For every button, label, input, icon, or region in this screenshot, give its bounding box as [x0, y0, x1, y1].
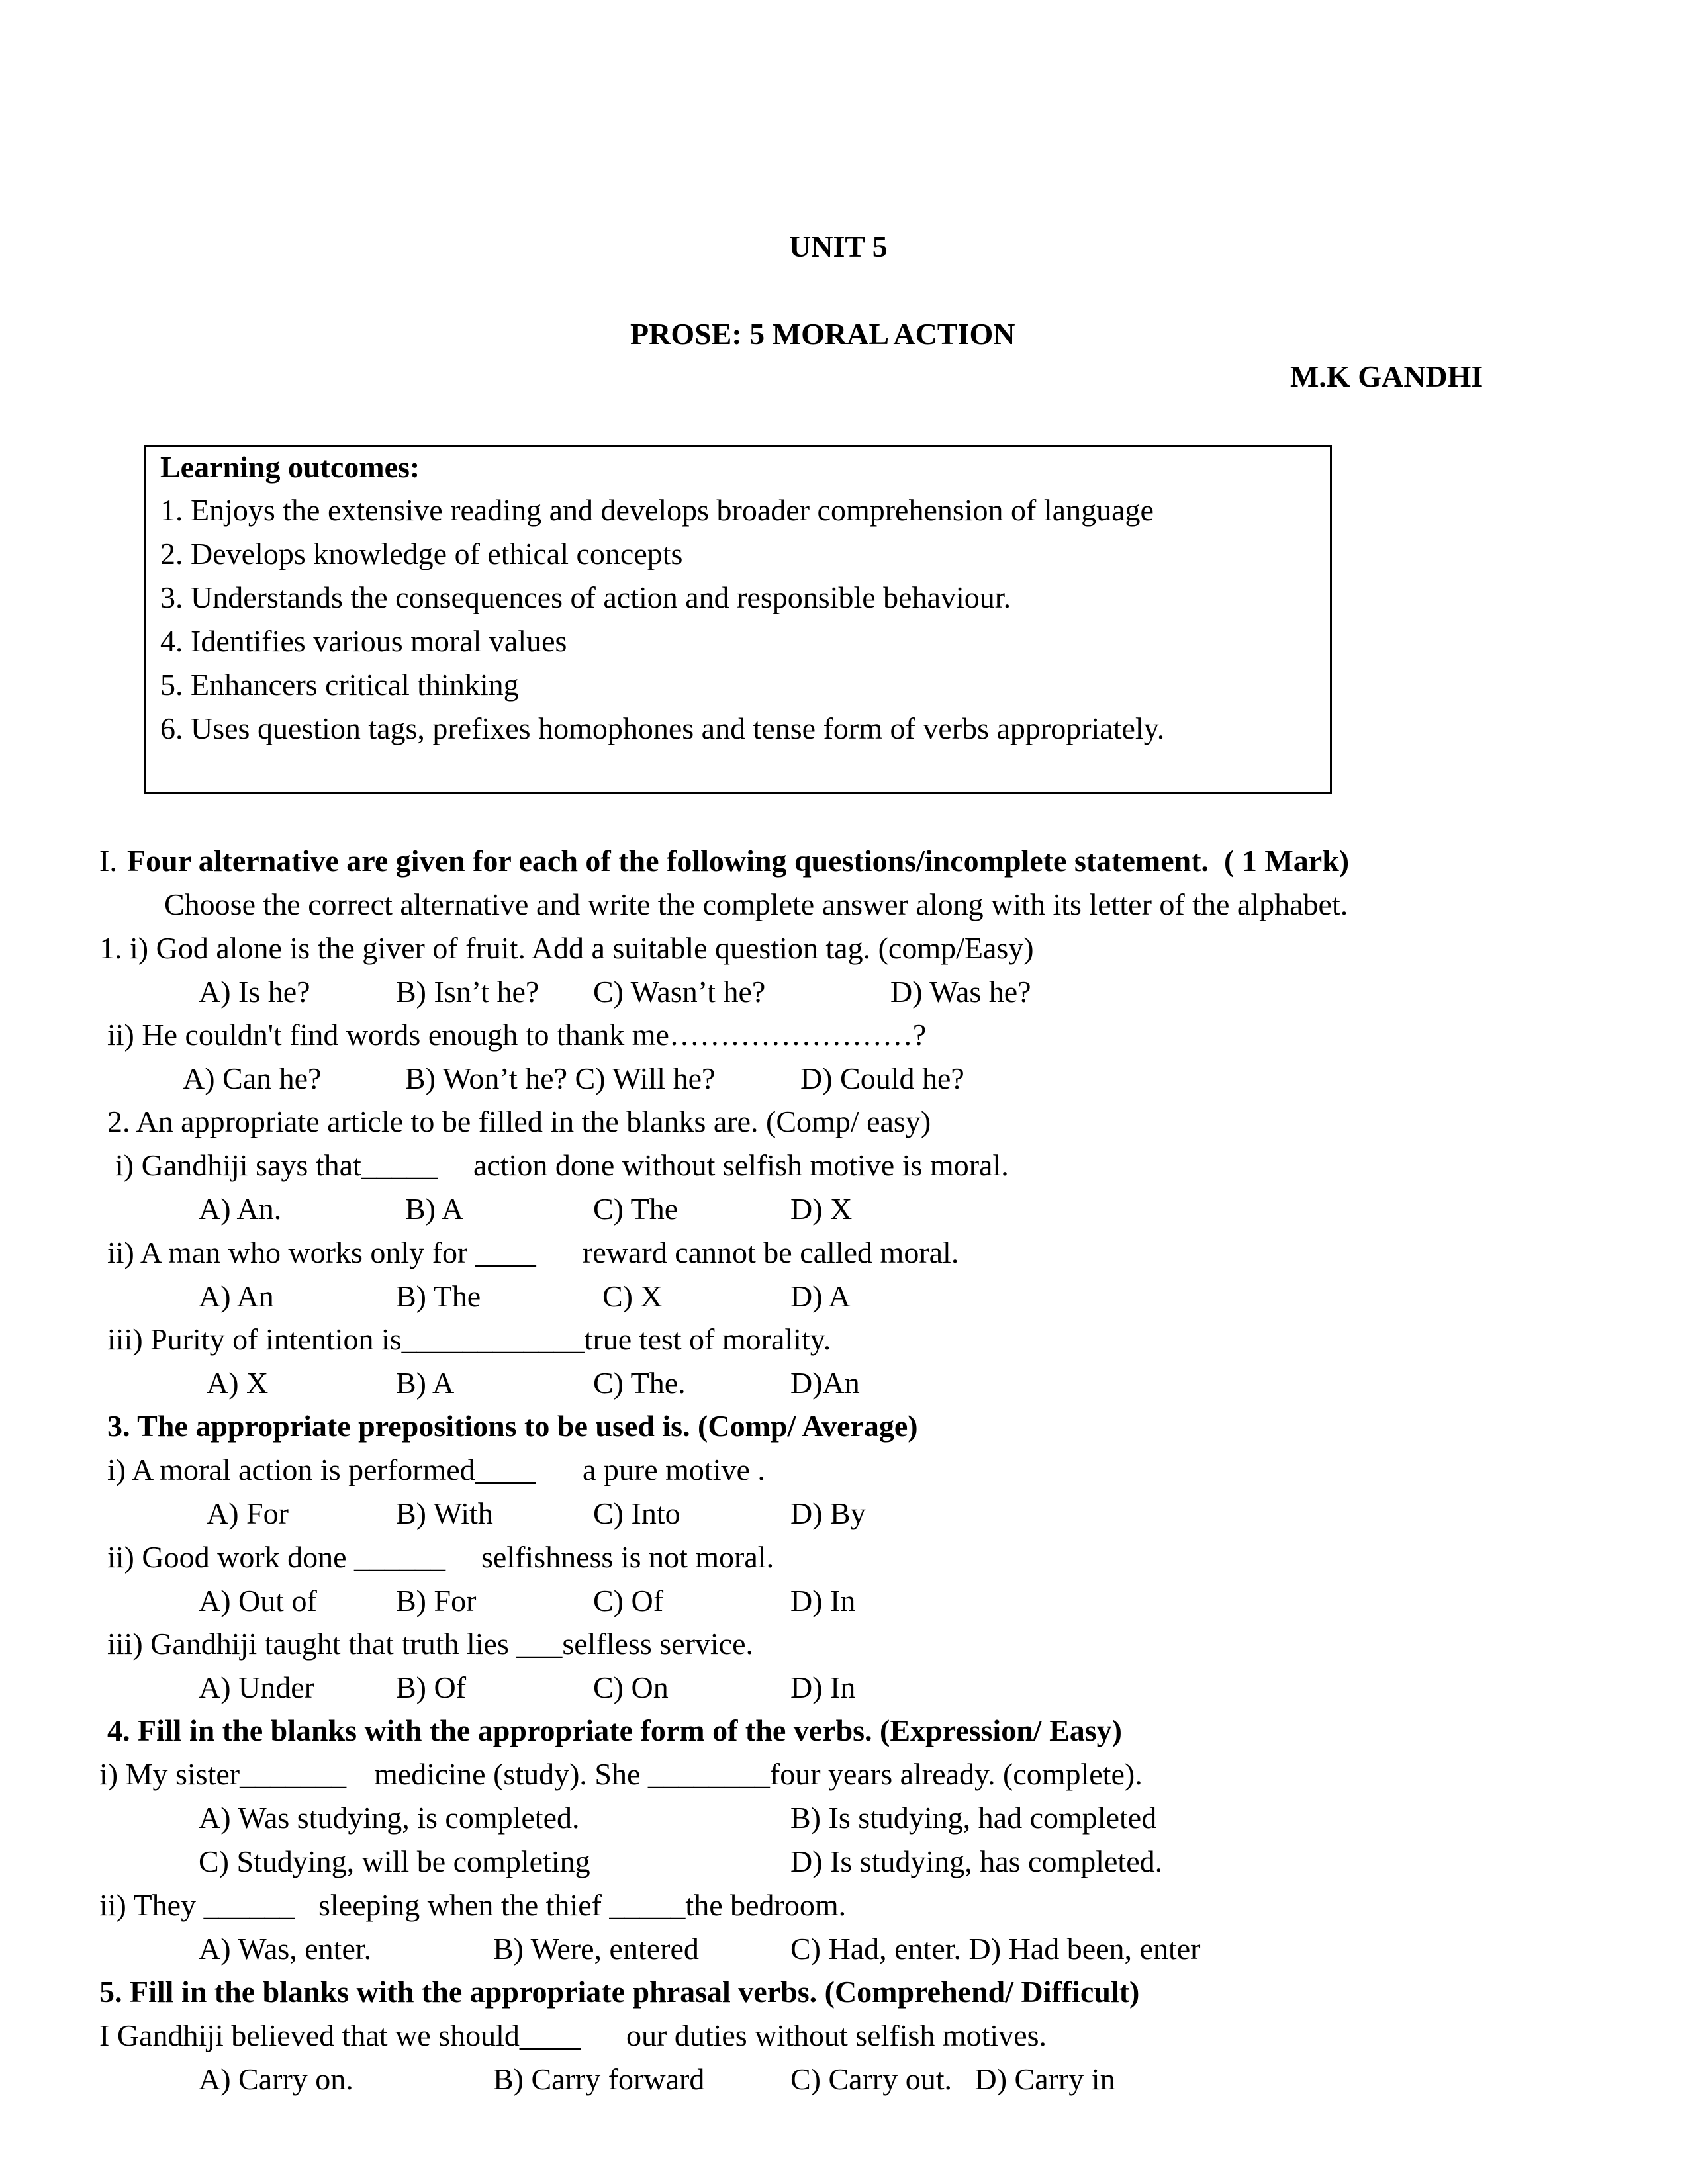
option: B) Isn’t he? [396, 975, 539, 1009]
question-stem-continued: our duties without selfish motives. [626, 2019, 1047, 2052]
outcome-item: 2. Develops knowledge of ethical concepts [160, 537, 683, 570]
option: B) Won’t he? C) Will he? [405, 1062, 716, 1095]
option: B) A [405, 1192, 464, 1226]
option: C) Into [593, 1496, 680, 1530]
option: C) Had, enter. D) Had been, enter [790, 1932, 1201, 1966]
question-heading: 2. An appropriate article to be filled in the blanks are. (Comp/ easy) [107, 1105, 931, 1138]
question-stem: ii) They ______ [99, 1888, 295, 1922]
lesson-title: PROSE: 5 MORAL ACTION [630, 317, 1015, 351]
option: C) Carry out. D) Carry in [790, 2062, 1115, 2096]
option: D) X [790, 1192, 853, 1226]
outcome-item: 3. Understands the consequences of action and responsible behaviour. [160, 580, 1011, 614]
question-stem: ii) He couldn't find words enough to thank me……………………? [107, 1018, 927, 1052]
option: D) A [790, 1279, 851, 1313]
option: C) The [593, 1192, 679, 1226]
question-stem-continued: medicine (study). She ________four years already. (complete). [374, 1757, 1143, 1791]
question-heading: 3. The appropriate prepositions to be used is. (Comp/ Average) [107, 1409, 918, 1443]
outcomes-title: Learning outcomes: [160, 450, 420, 484]
author-name: M.K GANDHI [1290, 359, 1483, 393]
outcome-item: 5. Enhancers critical thinking [160, 668, 519, 702]
question-stem: I Gandhiji believed that we should____ [99, 2019, 581, 2052]
option: A) Was studying, is completed. [199, 1801, 580, 1835]
outcome-item: 1. Enjoys the extensive reading and develops broader comprehension of language [160, 493, 1154, 527]
option: A) Under [199, 1670, 314, 1704]
option: D) In [790, 1584, 856, 1617]
question-stem: i) My sister_______ [99, 1757, 347, 1791]
option: A) Carry on. [199, 2062, 353, 2096]
option: C) X [602, 1279, 663, 1313]
question-stem-continued: selfishness is not moral. [481, 1540, 774, 1574]
option: A) Can he? [183, 1062, 322, 1095]
question-stem: 1. i) God alone is the giver of fruit. Add a suitable question tag. (comp/Easy) [99, 931, 1034, 965]
question-stem: iii) Purity of intention is____________true test of morality. [107, 1322, 831, 1356]
section-numeral: I. [99, 844, 117, 878]
question-stem: ii) Good work done ______ [107, 1540, 446, 1574]
option: D) Is studying, has completed. [790, 1844, 1163, 1878]
option: D) In [790, 1670, 856, 1704]
option: C) Wasn’t he? [593, 975, 766, 1009]
option: C) Studying, will be completing [199, 1844, 590, 1878]
question-stem: iii) Gandhiji taught that truth lies ___selfless service. [107, 1627, 754, 1661]
section-instruction: Choose the correct alternative and write the complete answer along with its letter of the alphabet. [164, 887, 1348, 921]
option: C) On [593, 1670, 669, 1704]
question-stem: i) A moral action is performed____ [107, 1453, 536, 1486]
question-stem-continued: action done without selfish motive is moral. [473, 1148, 1009, 1182]
outcome-item: 6. Uses question tags, prefixes homophones and tense form of verbs appropriately. [160, 711, 1165, 745]
option: D) By [790, 1496, 866, 1530]
option: A) An [199, 1279, 274, 1313]
option: A) Out of [199, 1584, 317, 1617]
question-heading: 5. Fill in the blanks with the appropriate phrasal verbs. (Comprehend/ Difficult) [99, 1975, 1140, 2009]
option: B) For [396, 1584, 477, 1617]
option: B) A [396, 1366, 455, 1400]
outcome-item: 4. Identifies various moral values [160, 624, 567, 658]
option: B) Were, entered [493, 1932, 699, 1966]
question-stem: i) Gandhiji says that_____ [115, 1148, 438, 1182]
option: A) Was, enter. [199, 1932, 372, 1966]
option: B) Is studying, had completed [790, 1801, 1157, 1835]
option: C) The. [593, 1366, 686, 1400]
option: D) Was he? [890, 975, 1031, 1009]
option: D)An [790, 1366, 860, 1400]
option: A) X [207, 1366, 269, 1400]
unit-title: UNIT 5 [789, 230, 888, 263]
option: B) Of [396, 1670, 467, 1704]
option: B) Carry forward [493, 2062, 705, 2096]
option: A) An. [199, 1192, 282, 1226]
option: C) Of [593, 1584, 664, 1617]
option: B) With [396, 1496, 493, 1530]
question-stem-continued: sleeping when the thief _____the bedroom. [318, 1888, 847, 1922]
option: D) Could he? [800, 1062, 964, 1095]
option: A) For [207, 1496, 289, 1530]
question-stem-continued: reward cannot be called moral. [583, 1236, 959, 1269]
question-stem-continued: a pure motive . [583, 1453, 765, 1486]
section-heading: Four alternative are given for each of the following questions/incomplete statement. ( 1 Mark) [127, 844, 1350, 878]
question-heading: 4. Fill in the blanks with the appropriate form of the verbs. (Expression/ Easy) [107, 1713, 1122, 1747]
option: A) Is he? [199, 975, 310, 1009]
question-stem: ii) A man who works only for ____ [107, 1236, 536, 1269]
option: B) The [396, 1279, 481, 1313]
